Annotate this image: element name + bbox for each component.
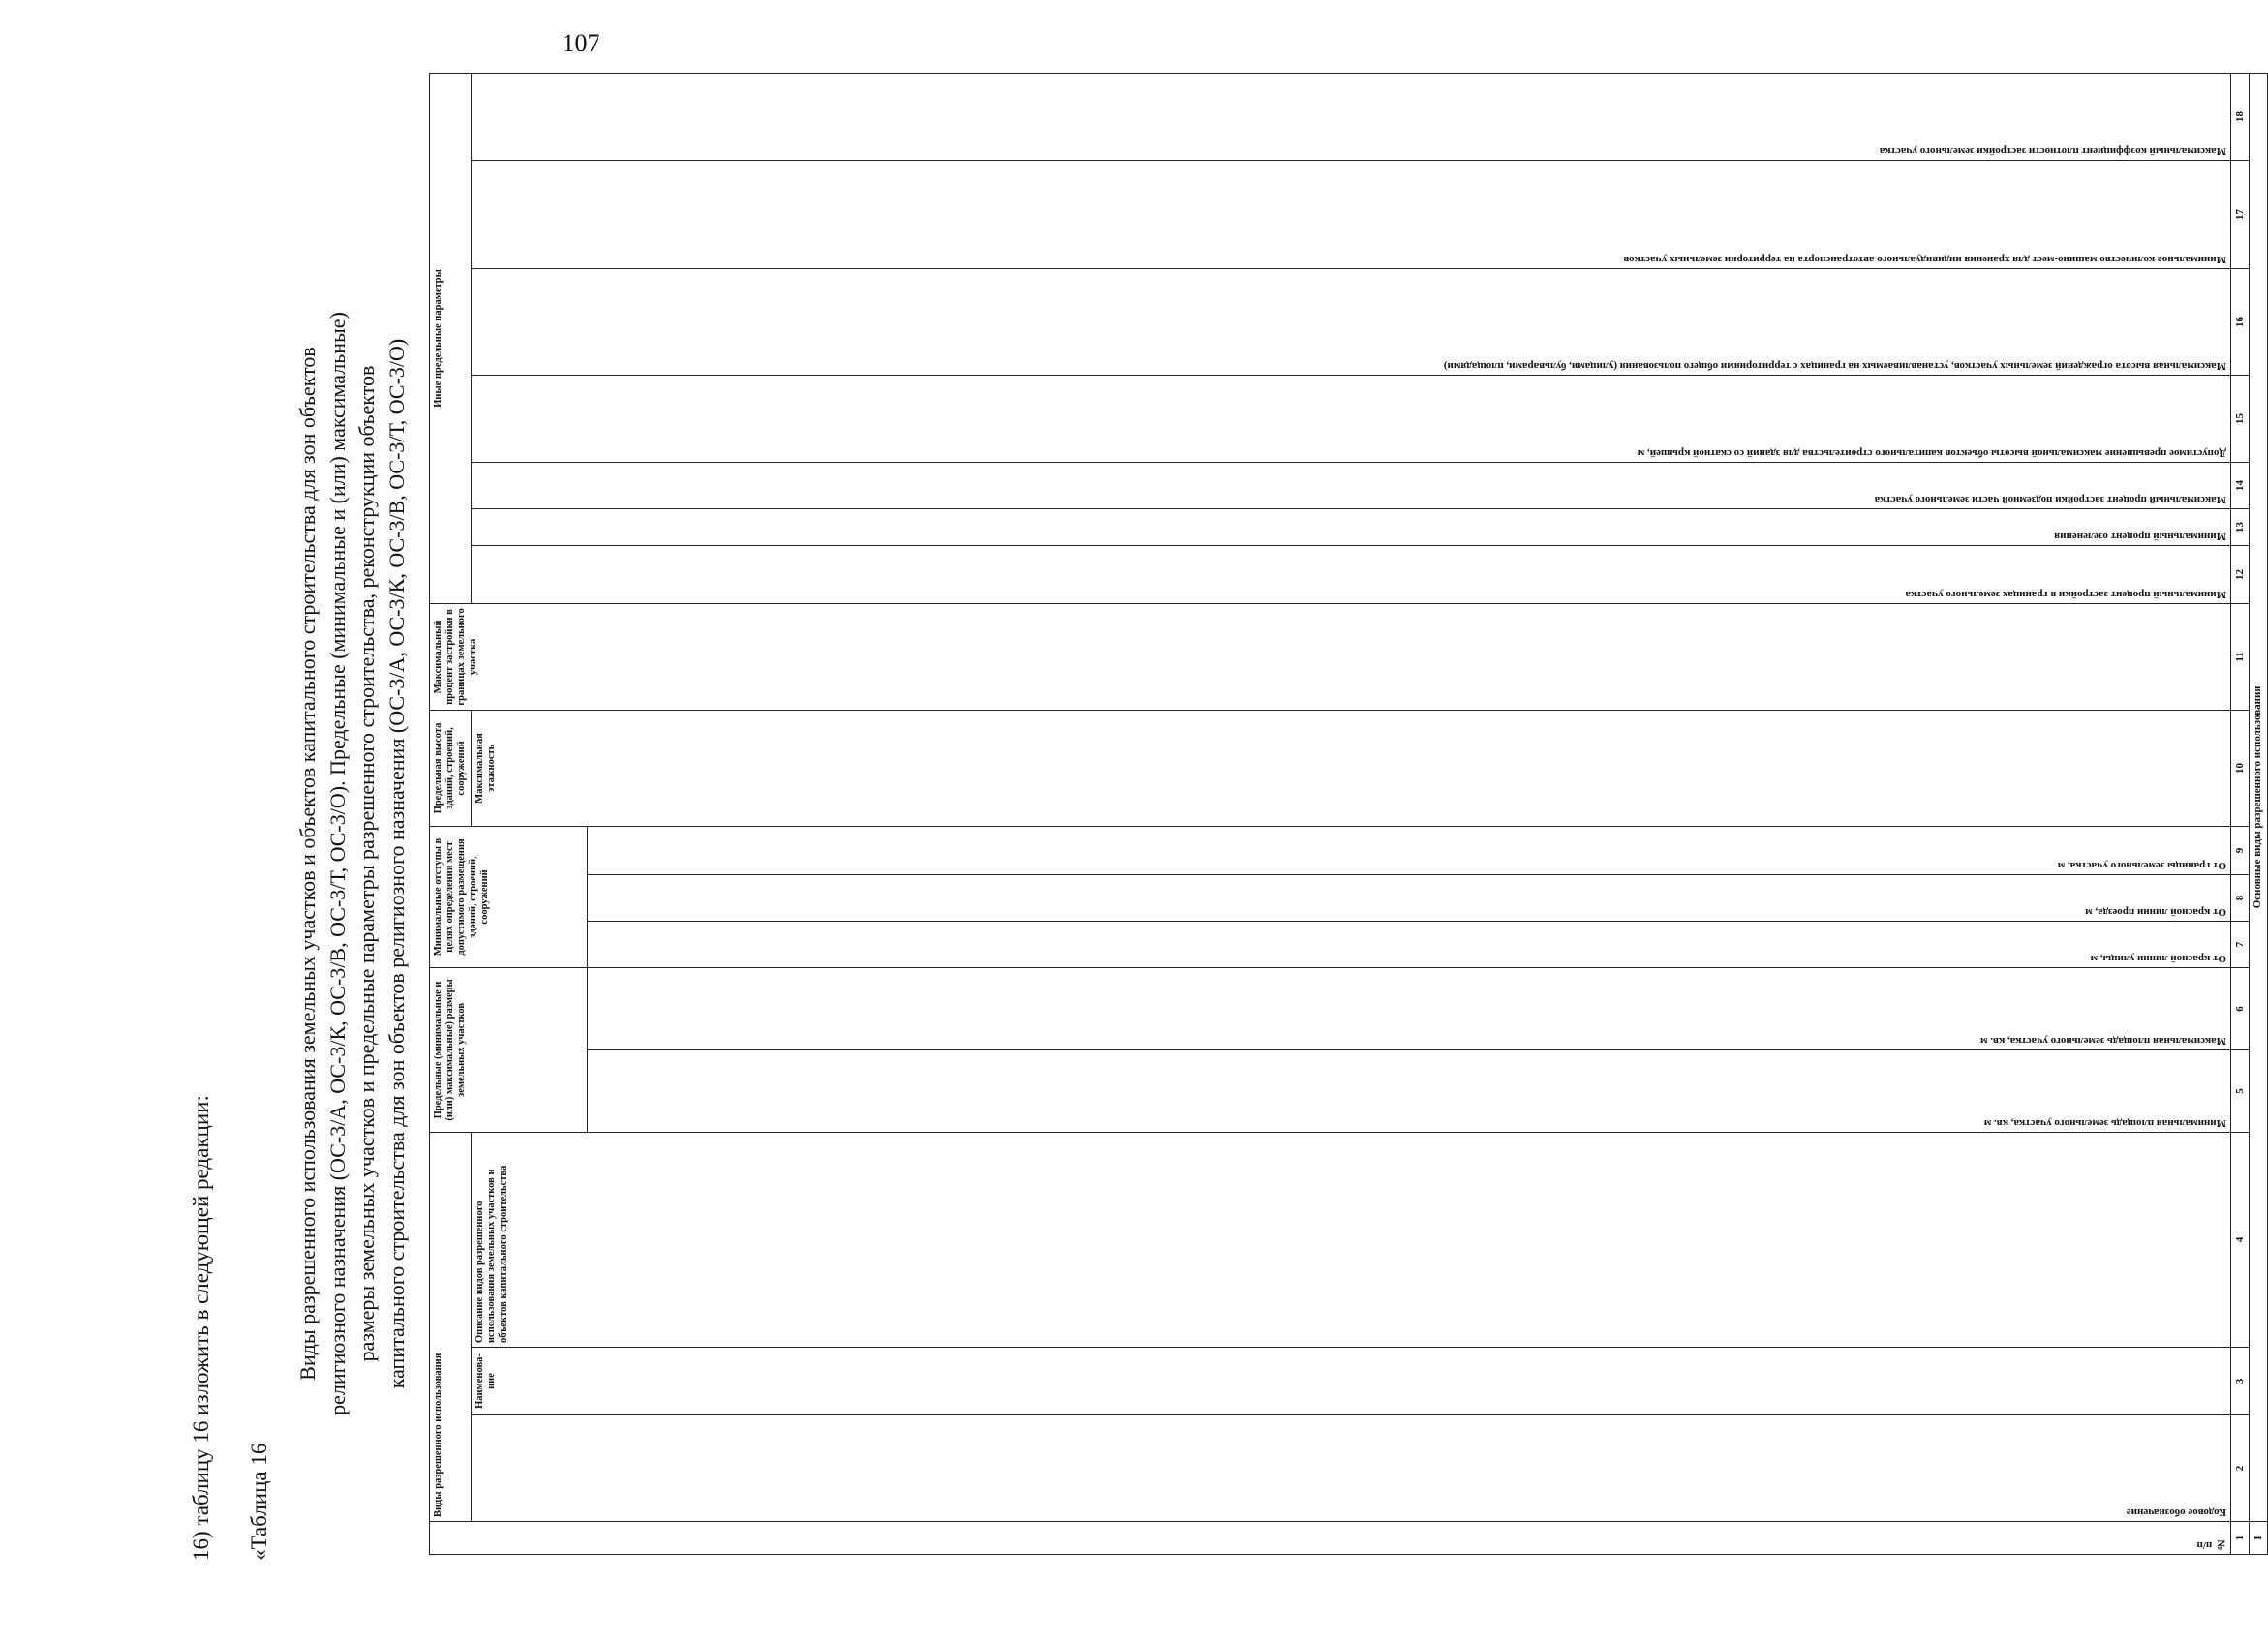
header-c17: Минимальное количество машино-мест для хранения индивидуального автотранспорта на территории земельных участков xyxy=(472,160,2231,268)
header-num: № п/п xyxy=(430,1522,2231,1555)
header-c13: Минимальный процент озеленения xyxy=(472,508,2231,545)
col-number: 10 xyxy=(2231,710,2250,826)
header-setbacks: Минимальные отступы в целях определения мест допустимого размещения зданий, строений, сооружений xyxy=(430,826,588,967)
header-sizes: Предельные (минимальные и (или) максимальные) размеры земельных участков xyxy=(430,967,588,1132)
header-c15: Допустимое превышение максимальной высоты объектов капитального строительства для зданий со скатной крышей, м xyxy=(472,375,2231,462)
header-c12: Минимальный процент застройки в границах земельного участка xyxy=(472,545,2231,603)
col-number: 18 xyxy=(2231,73,2250,160)
header-height: Предельная высота зданий, строений, сооружений xyxy=(430,710,472,826)
title-line: размеры земельных участков и предельные параметры разрешенного строительства, реконструкции объектов xyxy=(354,365,379,1362)
header-code: Кодовое обозначение xyxy=(472,1415,2231,1522)
col-number: 16 xyxy=(2231,268,2250,375)
col-number: 8 xyxy=(2231,874,2250,921)
col-number: 17 xyxy=(2231,160,2250,268)
header-max-percent: Максимальный процент застройки в границах земельного участка xyxy=(430,603,2231,710)
header-name: Наименова-ние xyxy=(472,1348,2231,1415)
col-number: 11 xyxy=(2231,603,2250,710)
header-floors: Максимальная этажность xyxy=(472,710,2231,826)
header-c18: Максимальный коэффициент плотности застройки земельного участка xyxy=(472,73,2231,160)
col-number: 14 xyxy=(2231,462,2250,508)
col-number: 3 xyxy=(2231,1348,2250,1415)
page-number: 107 xyxy=(562,29,600,57)
header-max-area: Максимальная площадь земельного участка, кв. м xyxy=(588,967,2231,1049)
header-types: Виды разрешенного использования xyxy=(430,1132,472,1521)
col-number: 1 xyxy=(2231,1522,2250,1555)
header-description: Описание видов разрешенного использования земельных участков и объектов капитального строительства xyxy=(472,1132,2231,1347)
col-number: 7 xyxy=(2231,921,2250,967)
header-other-params: Иные предельные параметры xyxy=(430,73,472,603)
title-line: капитального строительства для зон объектов религиозного назначения (ОС-3/А, ОС-3/К, ОС-3/В, ОС-3/Т, ОС-3/О) xyxy=(383,338,409,1389)
col-number: 9 xyxy=(2231,826,2250,874)
intro-text: 16) таблицу 16 изложить в следующей редакции: xyxy=(189,1095,213,1561)
header-plot-border: От границы земельного участка, м xyxy=(588,826,2231,874)
col-number: 6 xyxy=(2231,967,2250,1049)
header-c14: Максимальный процент застройки подземной части земельного участка xyxy=(472,462,2231,508)
regulations-table xyxy=(429,73,2268,1555)
col-number: 13 xyxy=(2231,508,2250,545)
section-row-number: I xyxy=(2250,1522,2268,1555)
rotated-content xyxy=(189,110,2264,1561)
header-red-line-drive: От красной линии проезда, м xyxy=(588,874,2231,921)
col-number: 2 xyxy=(2231,1415,2250,1522)
section-row-label: Основные виды разрешенного использования xyxy=(2250,73,2268,1521)
col-number: 12 xyxy=(2231,545,2250,603)
title-line: Виды разрешенного использования земельных участков и объектов капитального строительства для зон объектов xyxy=(295,347,320,1381)
header-min-area: Минимальная площадь земельного участка, кв. м xyxy=(588,1049,2231,1132)
regulations-table-wrap xyxy=(429,110,2264,1555)
header-c16: Максимальная высота ограждений земельных участков, устанавливаемых на границах с территориями общего пользования (улицами, бульварами, площадями) xyxy=(472,268,2231,375)
title-line: религиозного назначения (ОС-3/А, ОС-3/К, ОС-3/В, ОС-3/Т, ОС-3/О). Предельные (минимальные и (или) максимальные) xyxy=(324,312,350,1415)
table-title xyxy=(293,167,412,1561)
table-label: «Таблица 16 xyxy=(247,1443,271,1561)
header-red-line-street: От красной линии улицы, м xyxy=(588,921,2231,967)
col-number: 5 xyxy=(2231,1049,2250,1132)
col-number: 15 xyxy=(2231,375,2250,462)
col-number: 4 xyxy=(2231,1132,2250,1347)
